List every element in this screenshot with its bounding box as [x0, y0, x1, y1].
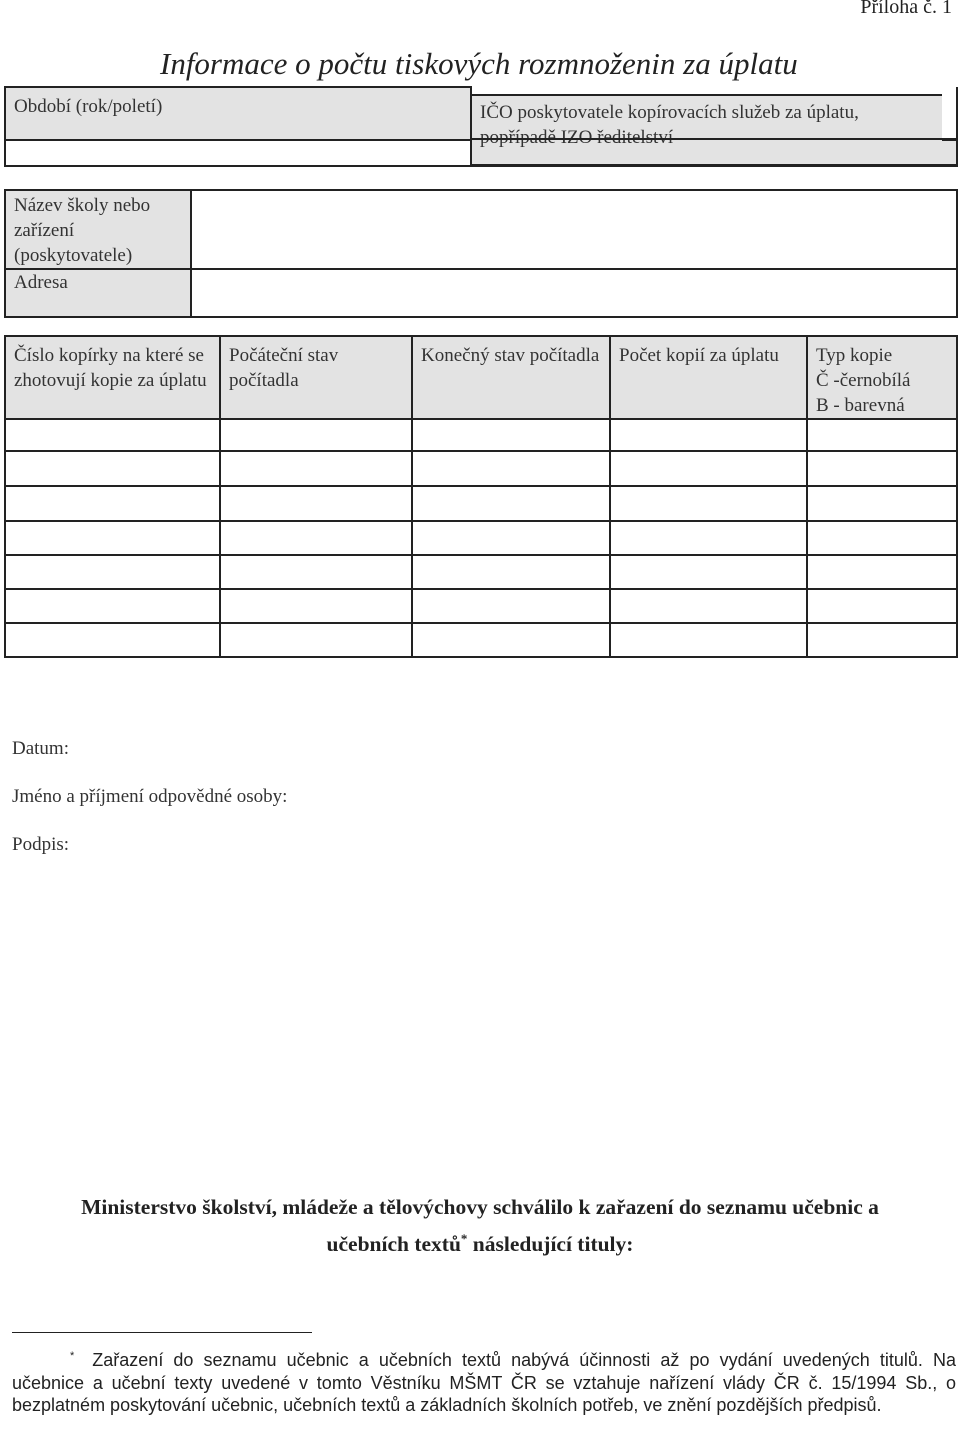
attachment-label: Příloha č. 1 [860, 0, 952, 18]
table-cell-input[interactable] [5, 521, 220, 555]
table-cell-input[interactable] [5, 623, 220, 657]
address-input[interactable] [191, 269, 957, 317]
table-cell-input[interactable] [220, 555, 412, 589]
table-cell-input[interactable] [610, 451, 807, 486]
col-paid-copies-label: Počet kopií za úplatu [619, 345, 779, 366]
table-cell-input[interactable] [412, 486, 610, 521]
col-end-counter [412, 336, 610, 419]
table-cell-input[interactable] [5, 589, 220, 623]
table-cell-input[interactable] [610, 555, 807, 589]
table-cell-input[interactable] [5, 419, 220, 451]
school-name-input[interactable] [191, 190, 957, 269]
approval-statement [0, 1192, 960, 1260]
table-row [5, 451, 957, 486]
table-cell-input[interactable] [220, 451, 412, 486]
col-start-counter [220, 336, 412, 419]
table-row [5, 486, 957, 521]
table-cell-input[interactable] [807, 521, 957, 555]
address-label: Adresa [14, 272, 68, 293]
period-label: Období (rok/poletí) [14, 96, 163, 117]
table-row [5, 419, 957, 451]
table-cell-input[interactable] [807, 623, 957, 657]
table-cell-input[interactable] [220, 589, 412, 623]
table-cell-input[interactable] [807, 419, 957, 451]
footnote-marker: * [70, 1350, 75, 1362]
col-end-counter-label: Konečný stav počítadla [421, 345, 600, 366]
table-cell-input[interactable] [610, 521, 807, 555]
footnote-divider [12, 1332, 312, 1333]
table-row [5, 521, 957, 555]
table-cell-input[interactable] [610, 589, 807, 623]
period-input[interactable] [5, 140, 471, 166]
approval-line-2-end: následující tituly: [467, 1232, 634, 1257]
table-cell-input[interactable] [807, 451, 957, 486]
table-cell-input[interactable] [412, 623, 610, 657]
table-cell-input[interactable] [220, 419, 412, 451]
table-cell-input[interactable] [807, 589, 957, 623]
col-start-counter-label: Počáteční stav počítadla [229, 345, 339, 391]
table-cell-input[interactable] [412, 521, 610, 555]
footnote [12, 1345, 956, 1417]
approval-line-2-start: učebních textů [326, 1232, 461, 1257]
school-name-label-cell [5, 190, 191, 269]
ico-label: IČO poskytovatele kopírovacích služeb za úplatu, popřípadě IZO ředitelství [472, 94, 942, 156]
table-cell-input[interactable] [220, 521, 412, 555]
school-name-label: Název školy nebo zařízení (poskytovatele) [14, 195, 151, 266]
table-cell-input[interactable] [610, 486, 807, 521]
signature-label: Podpis: [12, 834, 70, 855]
table-cell-input[interactable] [412, 451, 610, 486]
date-label: Datum: [12, 738, 69, 759]
table-cell-input[interactable] [610, 623, 807, 657]
table-cell-input[interactable] [5, 486, 220, 521]
approval-line-1: Ministerstvo školství, mládeže a tělovýchovy schválilo k zařazení do seznamu učebnic a [81, 1195, 879, 1219]
period-label-cell [5, 87, 471, 140]
table-cell-input[interactable] [412, 555, 610, 589]
school-box [4, 189, 958, 318]
col-copy-type [807, 336, 957, 419]
col-copier-number-label: Číslo kopírky na které se zhotovují kopie za úplatu [14, 345, 207, 391]
table-cell-input[interactable] [610, 419, 807, 451]
form-title: Informace o počtu tiskových rozmnoženin za úplatu [160, 46, 798, 81]
footnote-reference: * [460, 1231, 468, 1246]
table-row [5, 623, 957, 657]
table-cell-input[interactable] [412, 419, 610, 451]
approval-line-2 [0, 1223, 960, 1260]
col-paid-copies [610, 336, 807, 419]
table-row [5, 555, 957, 589]
col-copier-number [5, 336, 220, 419]
address-label-cell [5, 269, 191, 317]
table-cell-input[interactable] [5, 451, 220, 486]
responsible-person-label: Jméno a příjmení odpovědné osoby: [12, 786, 288, 807]
table-row [5, 589, 957, 623]
table-cell-input[interactable] [807, 486, 957, 521]
table-cell-input[interactable] [5, 555, 220, 589]
table-cell-input[interactable] [220, 486, 412, 521]
table-cell-input[interactable] [220, 623, 412, 657]
ico-input[interactable] [470, 138, 958, 166]
copier-table-body [5, 419, 957, 657]
table-cell-input[interactable] [807, 555, 957, 589]
copier-table-header [5, 336, 957, 419]
copier-table [4, 335, 958, 658]
col-copy-type-label: Typ kopie Č -černobílá B - barevná [816, 345, 911, 416]
table-cell-input[interactable] [412, 589, 610, 623]
footnote-text: Zařazení do seznamu učebnic a učebních textů nabývá účinnosti až po vydání uvedených titulů. Na učebnice a učební texty uvedené v tomto Věstníku MŠMT ČR se vztahuje nařízení vlády ČR č. 15/1994 Sb., o bezplatném poskytování učebnic, učebních textů a základních školních potřeb, ve znění pozdějších předpisů. [12, 1350, 956, 1415]
